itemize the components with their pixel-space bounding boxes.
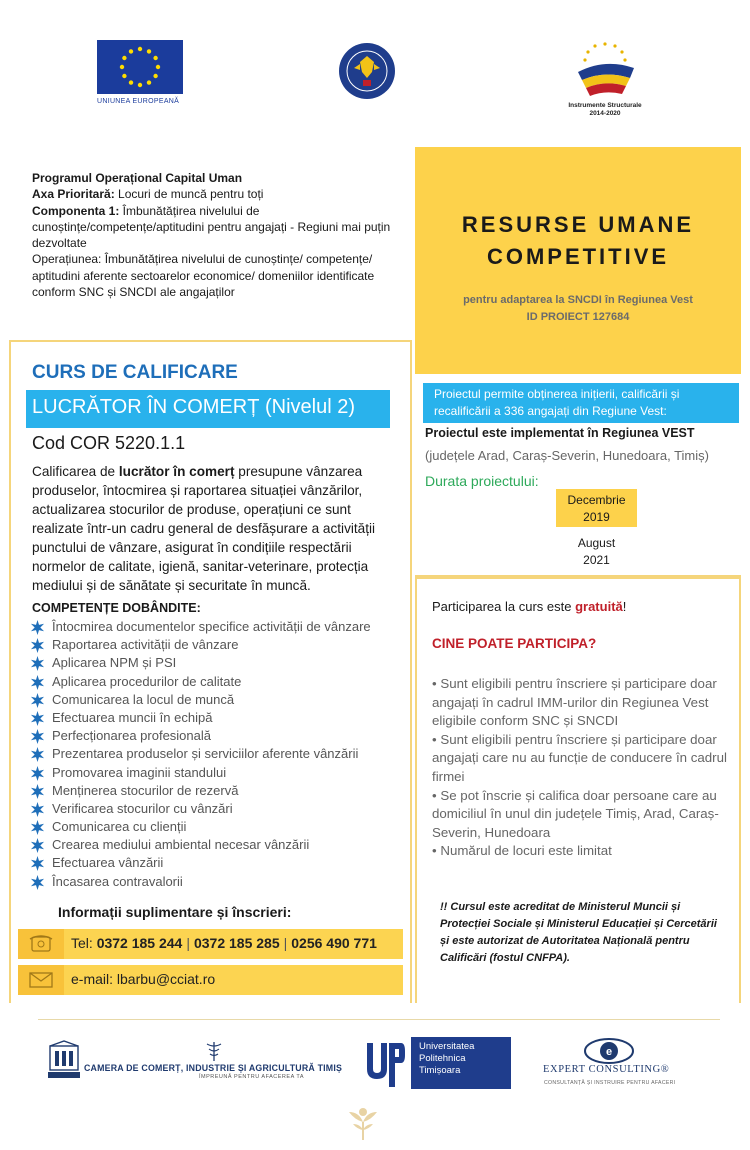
phone-bar [18, 929, 403, 959]
eligibility-list [432, 675, 732, 861]
eligibility-item: • Se pot înscrie și califica doar persoane care au domiciliul în unul din județele Timiș, Arad, Caraș-Severin, Hunedoara [432, 787, 719, 840]
romanian-government-seal-icon [338, 42, 396, 100]
competenta-item [30, 873, 410, 891]
competenta-item [30, 800, 410, 818]
expert-consulting-tagline: CONSULTANȚĂ ȘI INSTRUIRE PENTRU AFACERI [544, 1080, 676, 1086]
star-bullet-icon [30, 620, 45, 635]
project-id: ID PROIECT 127684 [526, 311, 630, 323]
competenta-item [30, 709, 410, 727]
competenta-label: Efectuarea muncii în echipă [52, 709, 213, 725]
competenta-item [30, 636, 410, 654]
star-bullet-icon [30, 656, 45, 671]
implementation-region: Proiectul este implementat în Regiunea VEST [425, 426, 695, 440]
competente-list [30, 618, 410, 891]
competenta-item [30, 836, 410, 854]
upt-name: Universitatea Politehnica Timișoara [419, 1041, 475, 1076]
cciat-crest-icon [46, 1040, 82, 1080]
axa-label: Axa Prioritară: [32, 187, 115, 202]
competenta-item [30, 745, 410, 763]
competenta-label: Prezentarea produselor și serviciilor aferente vânzării [52, 746, 359, 762]
competenta-item [30, 854, 410, 872]
accreditation-note: !! Cursul este acreditat de Ministerul Muncii și Protecției Sociale și Ministerul Educației și Cercetării și este autorizat de Autoritatea Națională pentru Calificări (fostul CNFPA). [440, 901, 717, 964]
cod-cor: Cod COR 5220.1.1 [32, 433, 186, 453]
eu-logo [97, 40, 183, 106]
competente-heading: COMPETENȚE DOBÂNDITE: [32, 601, 201, 615]
participation-free-text: Participarea la curs este gratuită! [432, 599, 627, 614]
operatiunea-text: Operațiunea: Îmbunătățirea nivelului de cunoștințe/ competențe/ aptitudini aferente sectoarelor economice/ domeniilor identificate conform SNC și SNCDI ale angajaților [32, 252, 375, 300]
star-bullet-icon [30, 875, 45, 890]
competenta-item [30, 727, 410, 745]
who-can-participate-heading: CINE POATE PARTICIPA? [432, 636, 597, 651]
program-name: Programul Operațional Capital Uman [32, 171, 243, 185]
competenta-item [30, 782, 410, 800]
competenta-item [30, 618, 410, 636]
project-scope-banner [423, 383, 739, 423]
componenta-label: Componenta 1: [32, 203, 120, 218]
competenta-label: Raportarea activității de vânzare [52, 637, 239, 653]
competenta-label: Promovarea imaginii standului [52, 764, 227, 780]
phone-numbers: Tel: 0372 185 244 | 0372 185 285 | 0256 490 771 [71, 935, 377, 951]
program-info [32, 170, 402, 300]
end-date: August 2021 [577, 536, 616, 567]
star-bullet-icon [30, 766, 45, 781]
star-bullet-icon [30, 747, 45, 762]
envelope-icon [18, 965, 64, 995]
competenta-label: Crearea mediului ambiental necesar vânzării [52, 837, 310, 853]
duration-label: Durata proiectului: [425, 473, 539, 489]
project-subtitle: pentru adaptarea la SNCDI în Regiunea Vest ID PROIECT 127684 [415, 292, 741, 326]
svg-text:e: e [605, 1046, 613, 1058]
competenta-item [30, 654, 410, 672]
star-bullet-icon [30, 820, 45, 835]
wheat-ornament-icon [343, 1104, 383, 1142]
email-bar [18, 965, 403, 995]
expert-consulting-globe-icon [583, 1037, 635, 1065]
star-bullet-icon [30, 693, 45, 708]
star-bullet-icon [30, 675, 45, 690]
competenta-item [30, 818, 410, 836]
star-bullet-icon [30, 638, 45, 653]
competenta-label: Menținerea stocurilor de rezervă [52, 782, 239, 798]
axa-value: Locuri de muncă pentru toți [114, 187, 264, 202]
competenta-label: Perfecționarea profesională [52, 728, 211, 744]
expert-consulting-name: EXPERT CONSULTING® [543, 1064, 670, 1075]
course-description: Calificarea de lucrător în comerț presupune vânzarea produselor, întocmirea și raportarea situației vânzărilor, actualizarea stocurilor de produse, operațiuni ce sunt realizate într-un cadru general de desfășurare a activității punctului de vânzare, asigurat în condițiile respectării normelor de calitate, igienă, sanitar-veterinare, protecția mediului și de sănătate și securitate în muncă. [32, 464, 376, 593]
competenta-item [30, 673, 410, 691]
occupation-title: LUCRĂTOR ÎN COMERȚ (Nivelul 2) [32, 396, 355, 418]
upt-name-box [411, 1037, 511, 1089]
competenta-label: Comunicarea cu clienții [52, 819, 187, 835]
cciat-name: CAMERA DE COMERȚ, INDUSTRIE ȘI AGRICULTURĂ TIMIȘ [84, 1063, 343, 1073]
star-bullet-icon [30, 838, 45, 853]
email-address[interactable]: e-mail: lbarbu@cciat.ro [71, 971, 216, 987]
eligibility-item: • Numărul de locuri este limitat [432, 843, 612, 859]
upt-logo-icon [365, 1037, 405, 1089]
project-title: RESURSE UMANE COMPETITIVE [461, 212, 695, 269]
phone-3[interactable]: 0256 490 771 [291, 935, 377, 951]
phone-1[interactable]: 0372 185 244 [96, 935, 183, 951]
phone-2[interactable]: 0372 185 285 [193, 935, 280, 951]
eu-caption: UNIUNEA EUROPEANĂ [97, 98, 180, 105]
occupation-banner [26, 390, 390, 428]
start-date-badge: Decembrie 2019 [556, 489, 637, 527]
eligibility-item: • Sunt eligibili pentru înscriere și participare doar angajați care nu au funcție de conducere în cadrul firmei [432, 731, 727, 784]
star-bullet-icon [30, 856, 45, 871]
structural-instruments-icon [560, 38, 650, 100]
competenta-label: Aplicarea procedurilor de calitate [52, 673, 242, 689]
competenta-item [30, 691, 410, 709]
caduceus-icon [206, 1040, 222, 1062]
cciat-tagline: ÎMPREUNĂ PENTRU AFACEREA TA [199, 1074, 304, 1080]
telephone-icon [18, 929, 64, 959]
structural-instruments-logo [560, 38, 650, 120]
competenta-item [30, 764, 410, 782]
course-heading: CURS DE CALIFICARE [32, 362, 238, 383]
competenta-label: Efectuarea vânzării [52, 855, 164, 871]
structural-instruments-caption: Instrumente Structurale 2014-2020 [568, 102, 642, 117]
contact-heading: Informații suplimentare și înscrieri: [58, 904, 292, 920]
star-bullet-icon [30, 802, 45, 817]
star-bullet-icon [30, 784, 45, 799]
counties: (județele Arad, Caraș-Severin, Hunedoara, Timiș) [425, 448, 709, 463]
competenta-label: Încasarea contravalorii [52, 873, 183, 889]
footer-divider [38, 1019, 720, 1020]
competenta-label: Comunicarea la locul de muncă [52, 691, 235, 707]
eu-flag-icon [97, 40, 183, 94]
eligibility-item: • Sunt eligibili pentru înscriere și participare doar angajați în cadrul IMM-urilor din Regiunea Vest eligibile conform SNC și SNCDI [432, 676, 717, 729]
star-bullet-icon [30, 711, 45, 726]
star-bullet-icon [30, 729, 45, 744]
competenta-label: Verificarea stocurilor cu vânzări [52, 800, 233, 816]
competenta-label: Aplicarea NPM și PSI [52, 655, 177, 671]
competenta-label: Întocmirea documentelor specifice activității de vânzare [52, 619, 371, 634]
project-title-box [415, 147, 741, 374]
project-scope-text: Proiectul permite obținerea inițierii, calificării și recalificării a 336 angajați din Regiune Vest: [434, 387, 680, 418]
componenta-value: Îmbunătățirea nivelului de cunoștințe/competențe/aptitudini pentru angajați - Regiuni mai puțin dezvoltate [32, 203, 391, 251]
